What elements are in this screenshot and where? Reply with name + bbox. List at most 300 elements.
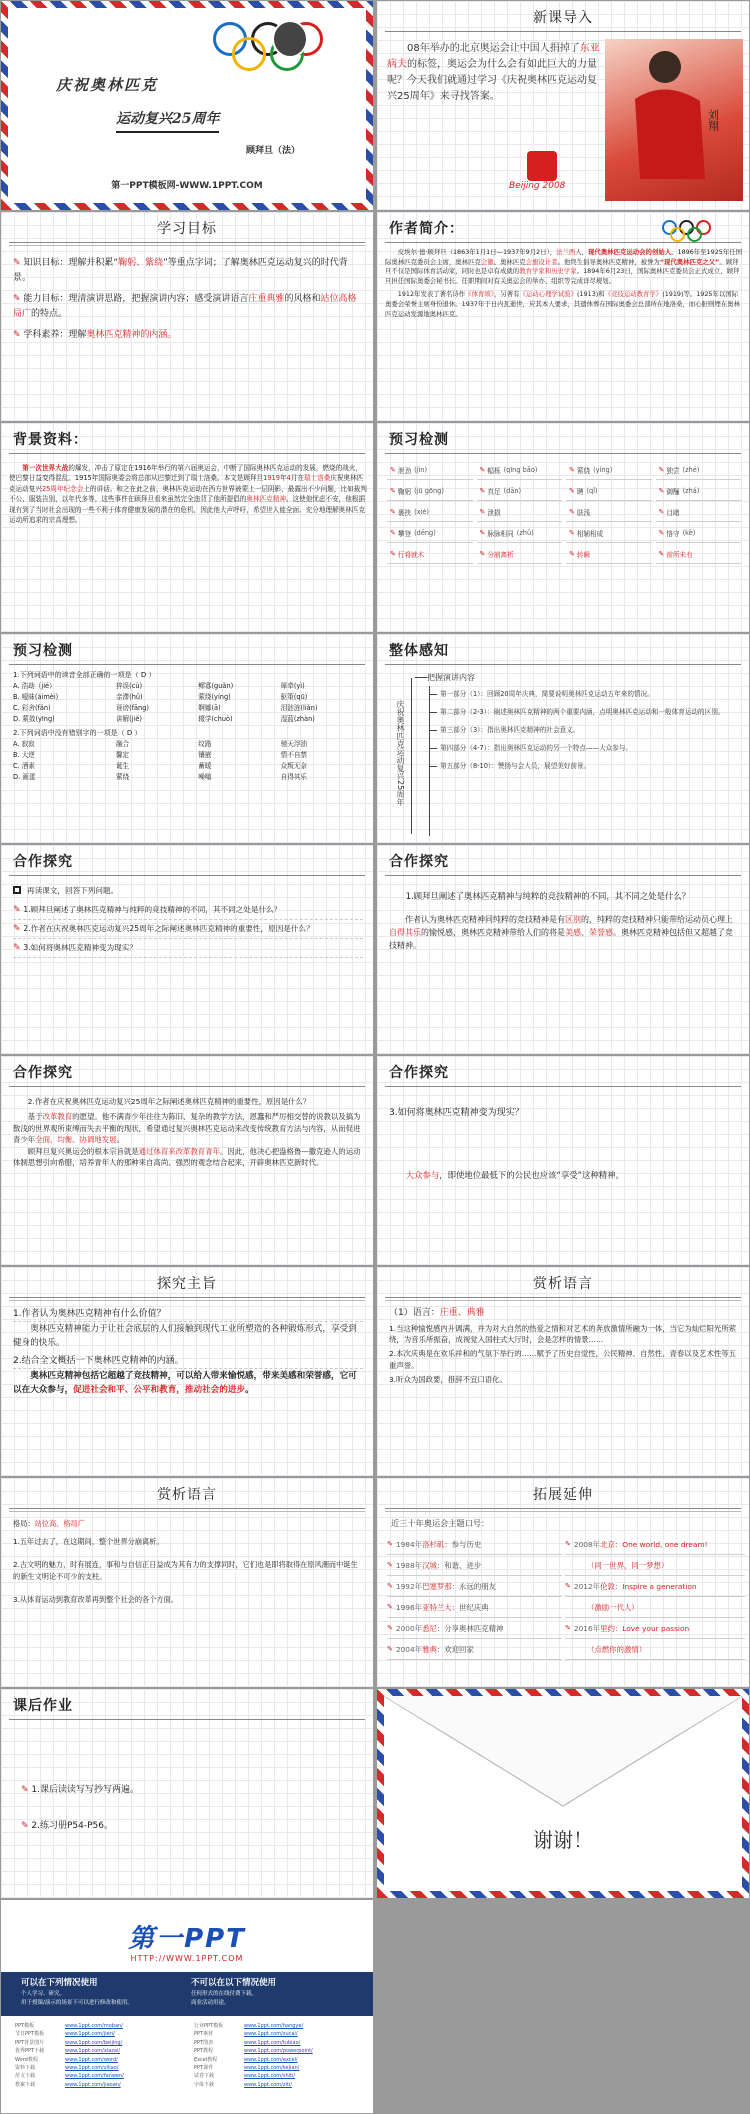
slogan-row [387, 1555, 562, 1576]
pen-icon: ✎ [569, 466, 575, 474]
slide-title-text: 赏析语言 [157, 1487, 217, 1503]
vocab-word: 行将就木 [397, 551, 425, 559]
resource-link[interactable] [15, 2081, 184, 2089]
brand-url: HTTP://WWW.1PPT.COM [130, 1954, 244, 1963]
part-item [429, 744, 743, 753]
resource-link[interactable] [194, 2022, 363, 2030]
link-url[interactable]: www.1ppt.com/moban/ [65, 2023, 123, 2029]
thanks-text: 谢谢！ [533, 1828, 593, 1852]
link-label: 试卷下载 [194, 2073, 215, 2080]
vocab-cell [477, 461, 563, 480]
question-2: 2.下列词语中没有错别字的一项是（ D ） [13, 729, 142, 737]
pen-icon: ✎ [565, 1582, 571, 1590]
option-cell: 驰天浮油 [280, 740, 308, 748]
slogan-row [387, 1534, 562, 1555]
vocab-word: 分崩离析 [487, 551, 514, 559]
slogan-row [565, 1597, 745, 1618]
slide-background [1, 423, 373, 632]
pen-icon: ✎ [390, 550, 396, 558]
vocab-pinyin: (dān) [503, 487, 522, 495]
slide-preview-check-2 [1, 634, 373, 843]
link-label: 行业PPT模板 [194, 2023, 224, 2029]
link-label: Excel教程 [194, 2056, 218, 2063]
link-url[interactable]: www.1ppt.com/hangye/ [244, 2023, 304, 2029]
vocab-cell [477, 482, 563, 501]
vocab-word: 目睹 [666, 509, 680, 517]
slogan-year: 2004年 [395, 1644, 423, 1654]
link-url[interactable]: www.1ppt.com/fanwen/ [65, 2073, 124, 2080]
question-item: ✎ 3.如何将奥林匹克精神变为现实？ [13, 939, 363, 958]
link-label: PPT模板 [15, 2023, 35, 2029]
goal-item: ✎ 知识目标：理解并积累“鞠躬、紫绕”等重点字词；了解奥林匹克运动复兴的时代背景。 [13, 258, 348, 283]
pen-icon: ✎ [565, 1624, 571, 1632]
link-url[interactable]: www.1ppt.com/ziti/ [244, 2081, 292, 2088]
vocab-word: 脉脉相同 [487, 530, 514, 538]
vocab-cell [656, 482, 742, 501]
slogan-text: ：永远的朋友 [451, 1581, 497, 1591]
answer-1: 奥林匹克精神能力于让社会底层的人们接触到现代工业所塑造的各种锻炼形式，享受到健身的快乐。 [13, 1324, 357, 1348]
slogan-text: ：世纪庆典 [451, 1602, 489, 1612]
vocab-word: 萦绕 [576, 467, 591, 475]
olympic-rings-icon [662, 220, 722, 244]
slide-coop-2 [377, 845, 749, 1054]
vocab-cell [387, 524, 473, 543]
option-row [13, 681, 363, 692]
option-cell: 纹路 [198, 740, 212, 748]
option-cell: 泪涟涟(liǎn) [280, 704, 318, 712]
link-label: 节日PPT模板 [15, 2031, 45, 2038]
vocab-word: 鞠躬 [397, 488, 412, 496]
vocab-pinyin: (dēng) [414, 529, 436, 537]
option-cell: 辍学(chuò) [198, 715, 233, 723]
slide-title-text: 预习检测 [13, 643, 73, 659]
option-cell: 萦绕 [115, 773, 130, 781]
pen-icon: ✎ [565, 1540, 571, 1548]
link-label: 范文下载 [15, 2073, 36, 2080]
vocab-pinyin: (kè) [682, 529, 696, 537]
vocab-word: 恪守 [666, 530, 680, 538]
usage-panel [1, 1972, 373, 2016]
author-works: 1912年发表了著名诗作《体育颂》，另著有《运动心理学试验》(1913)和《竞技运动教育学》(1919)等。1925年以国际奥委会荣誉主席身份退休。1937年于日内瓦逝世，应其本人要求，其遗体葬在国际奥委会总部所在地洛桑，而心脏则埋在奥林匹克运动发源地奥林匹克。 [385, 290, 740, 318]
vocab-cell [387, 461, 473, 480]
author-bio: 皮埃尔·德·顾拜旦（1863年1月1日—1937年9月2日），法兰西人，现代奥林匹克运动会的创始人。1896年至1925年任国际奥林匹克委员会主席，奥林匹克会徽、奥林匹克会旗设计者。他终生倡导奥林匹克精神，被誉为“现代奥林匹克之父”。顾拜旦不仅是国际体育活动家，同时也是卓有成就的教育学家和历史学家。1894年6月23日，国际奥林匹克委员会正式成立，顾拜旦担任国际奥委会秘书长。任职期间对有关奥运会的举办、组织等完成详尽规划。 [385, 248, 742, 285]
vocab-cell [566, 461, 652, 480]
slogan-year: 2012年 [573, 1581, 601, 1591]
slide-title-text: 探究主旨 [157, 1276, 217, 1292]
link-label: 优秀PPT下载 [15, 2048, 45, 2055]
slogan-text: ：参与历史 [444, 1539, 482, 1549]
example-item: 3.听众为国政要，措辞不宜口语化。 [389, 1374, 507, 1384]
slide-title-text: 合作探究 [13, 1065, 73, 1081]
option-cell: 湿蓝(zhàn) [280, 715, 315, 723]
pen-icon: ✎ [387, 1540, 393, 1548]
slogan-row [387, 1597, 562, 1618]
link-url[interactable]: www.1ppt.com/sucai/ [244, 2031, 298, 2038]
pen-icon: ✎ [390, 508, 396, 516]
option-row [13, 761, 363, 772]
slide-title-text: 学习目标 [157, 221, 217, 237]
option-row [13, 703, 363, 714]
vocab-cell [566, 524, 652, 543]
pen-icon: ✎ [569, 550, 575, 558]
slogan-text: ：Love your passion [614, 1623, 690, 1633]
slide-homework [1, 1689, 373, 1898]
option-cell: 融合 [115, 740, 130, 748]
envelope-icon [384, 1696, 742, 1891]
resource-link[interactable] [194, 2081, 363, 2089]
vocab-word: 肤浅 [576, 509, 591, 517]
option-cell: 自得其乐 [280, 773, 308, 781]
resource-link[interactable] [194, 2030, 363, 2038]
option-row [13, 772, 363, 783]
vocab-word: 真足 [487, 488, 501, 496]
vocab-cell [656, 545, 742, 564]
pen-icon: ✎ [569, 508, 575, 516]
resource-link[interactable] [15, 2039, 184, 2047]
slogan-text: ：分享奥林匹克精神 [436, 1623, 504, 1633]
vocab-cell [477, 524, 563, 543]
option-cell: 诞生 [115, 762, 130, 770]
homework-item: ✎ 1.课后读读写写抄写两遍。 [21, 1785, 139, 1795]
resource-link[interactable] [15, 2056, 184, 2064]
link-label: 字体下载 [194, 2081, 215, 2088]
pen-icon: ✎ [390, 487, 396, 495]
question-item: ✎ 2.作者在庆祝奥林匹克运动复兴25周年之际阐述奥林匹克精神的重要性，原因是什么？ [13, 920, 363, 939]
answer-text: 大众参与，即使地位最低下的公民也应该“享受”这种精神。 [405, 1170, 624, 1180]
vocab-word: 独尝 [666, 467, 680, 475]
question-text: 2.作者在庆祝奥林匹克运动复兴25周年之际阐述奥林匹克精神的重要性，原因是什么？ [27, 1097, 311, 1106]
pen-icon: ✎ [390, 466, 396, 474]
vocab-cell [656, 524, 742, 543]
resource-link[interactable] [194, 2056, 363, 2064]
vocab-cell [387, 503, 473, 522]
athlete-figure-icon [605, 39, 743, 201]
vocab-pinyin: (yíng) [593, 466, 613, 474]
link-label: PPT素材 [194, 2031, 214, 2038]
option-cell: 镶嵌 [198, 751, 212, 759]
pen-icon: ✎ [658, 466, 665, 474]
vocab-cell [566, 482, 652, 501]
option-cell: 婀娜(ā) [198, 704, 221, 712]
vocab-cell [656, 503, 742, 522]
slide-title-text: 合作探究 [389, 1065, 449, 1081]
link-url[interactable]: www.1ppt.com/jieri/ [65, 2031, 115, 2038]
slide-title-text: 合作探究 [389, 854, 449, 870]
question-1: 1.下列词语中的读音全部正确的一项是（ D ） [13, 671, 156, 679]
option-row [13, 739, 363, 750]
vocab-word: 聘 [576, 488, 584, 496]
slogan-row [387, 1576, 562, 1597]
slogan-city: 洛杉矶 [422, 1539, 445, 1549]
answer-text: 基于改革教育的愿望。他不满青少年往往为陈旧、复杂的教学方法，恩蠢和严厉相交替的说教以及搞为散浅的世界观所束缚而失去平衡的现状，希望通过复兴奥林匹克运动来改变传统教育方法与内容，从而促进青少年全面、均衡、协调地发展。 [13, 1112, 361, 1145]
slogan-city: 北京 [600, 1539, 615, 1549]
slogan-year: 1984年 [395, 1539, 423, 1549]
link-url[interactable]: www.1ppt.com/tubiao/ [244, 2039, 301, 2046]
slogan-year: 1988年 [395, 1560, 423, 1570]
cannot-title: 不可以在以下情况使用 [191, 1978, 277, 1988]
option-cell: B. 嗳昧(àimèi) [13, 693, 59, 701]
link-label: Word教程 [15, 2056, 38, 2063]
slide-ad [1, 1900, 373, 2113]
vocab-cell [477, 503, 563, 522]
can-title: 可以在下列情况使用 [21, 1978, 98, 1988]
slogan-row [565, 1555, 745, 1576]
option-cell: D. 画蛋 [13, 773, 36, 781]
slogan-text: ：欢迎回家 [436, 1644, 474, 1654]
option-cell: 亲滞(hǔ) [115, 693, 143, 701]
author: 顾拜旦（法） [246, 146, 301, 156]
vocab-word: 泄劲 [397, 467, 412, 475]
slogan-city: （激励一代人） [587, 1602, 639, 1612]
slide-coop-1 [1, 845, 373, 1054]
vocab-word: 前所未有 [666, 551, 693, 559]
link-url[interactable]: www.1ppt.com/powerpoint/ [244, 2048, 313, 2055]
question-item: ✎ 1.顾拜旦阐述了奥林匹克精神与纯粹的竞技精神的不同，其不同之处是什么？ [13, 901, 363, 920]
vocab-pinyin: (jìn) [414, 466, 428, 474]
vocab-cell [566, 503, 652, 522]
option-row [13, 692, 363, 703]
slogan-row [565, 1618, 745, 1639]
slogan-head: 近三十年奥运会主题口号： [391, 1518, 490, 1528]
question-text: 3.如何将奥林匹克精神变为现实？ [389, 1108, 524, 1118]
cannot-item: 任何形式的在线付费下载。 [191, 1991, 258, 1997]
vocab-word: 幅栎 [487, 467, 501, 475]
pen-icon: ✎ [658, 508, 665, 516]
link-url[interactable]: www.1ppt.com/word/ [65, 2056, 118, 2063]
pen-icon: ✎ [387, 1624, 393, 1632]
link-label: PPT图表 [194, 2039, 214, 2046]
slide-title-text: 背景资料： [13, 432, 88, 448]
slide-overall [377, 634, 749, 843]
option-cell: 众叛无奈 [280, 762, 308, 770]
square-bullet-icon [13, 886, 21, 894]
resource-link[interactable] [15, 2064, 184, 2072]
part-text: 第二部分（2-3）：阐述奥林匹克精神的两个重要内涵，点明奥林匹克运动和一般体育运动的区别。 [440, 708, 725, 716]
slide-intro [377, 1, 749, 210]
resource-link[interactable] [194, 2039, 363, 2047]
slide-thanks [377, 1689, 749, 1898]
slogan-text: ：One world, one dream! [614, 1539, 708, 1549]
resource-link[interactable] [15, 2030, 184, 2038]
vocab-pinyin: (xié) [414, 508, 429, 516]
pen-icon: ✎ [13, 258, 24, 268]
link-url[interactable]: www.1ppt.com/shiti/ [244, 2073, 296, 2080]
vocab-pinyin: (zhé) [682, 466, 700, 474]
link-url[interactable]: www.1ppt.com/kejian/ [244, 2065, 300, 2072]
slide-extension [377, 1478, 749, 1687]
slogan-row [387, 1639, 562, 1660]
title-line-1: 庆祝奥林匹克 [56, 76, 159, 94]
can-item: 用于授课/演示的场景下可以进行修改和使用。 [21, 2000, 133, 2006]
pen-icon: ✎ [387, 1645, 393, 1653]
option-cell: D. 萦敛(yīng) [13, 715, 55, 723]
pen-icon: ✎ [13, 294, 24, 304]
slogan-city: 里约 [600, 1623, 615, 1633]
vocab-word: 裹挟 [397, 509, 412, 517]
option-cell: A. 浩劫（jié） [13, 682, 56, 690]
vocab-word: 相辅相成 [576, 530, 604, 538]
vocab-word: 转瞬 [576, 551, 591, 559]
slogan-city: （同一世界，同一梦想） [587, 1560, 669, 1570]
beijing-logo-text: Beijing 2008 [509, 181, 566, 191]
pen-icon: ✎ [658, 487, 665, 495]
vocab-pinyin: (qīng bǎo) [503, 466, 538, 474]
pen-icon: ✎ [13, 330, 24, 340]
pen-icon: ✎ [387, 1603, 393, 1611]
pen-icon: ✎ [390, 529, 396, 537]
resource-link[interactable] [194, 2064, 363, 2072]
option-cell: 噪嗡 [198, 773, 212, 781]
slide-title-text: 新课导入 [533, 10, 593, 26]
slide-language-2 [1, 1478, 373, 1687]
language-tag: 格局：站位高、格局广 [13, 1519, 85, 1528]
option-cell: 情不自禁 [280, 751, 308, 759]
link-url[interactable]: www.1ppt.com/xiazai/ [65, 2048, 121, 2055]
lead-text: 再读课文，回答下列问题。 [13, 885, 363, 897]
slide-coop-3 [1, 1056, 373, 1265]
option-cell: 驱策(qū) [280, 693, 308, 701]
question-1: 1.作者认为奥林匹克精神有什么价值？ [13, 1307, 363, 1322]
vocab-word: 攀登 [397, 530, 412, 538]
link-label: PPT背景图片 [15, 2039, 45, 2046]
slogan-row [565, 1576, 745, 1597]
option-cell: 讲解(jiě) [115, 715, 142, 723]
part-text: 第四部分（4-7）：指出奥林匹克运动的另一个特点——大众参与。 [440, 744, 633, 752]
option-cell: A. 寂寂 [13, 740, 35, 748]
slide-title [1, 1, 373, 210]
link-url[interactable]: www.1ppt.com/beijing/ [65, 2039, 123, 2046]
slide-title-text: 整体感知 [389, 643, 449, 659]
question-text: 1.顾拜旦阐述了奥林匹克精神与纯粹的竞技精神的不同，其不同之处是什么？ [405, 891, 691, 901]
slide-theme [1, 1267, 373, 1476]
goal-item: ✎ 学科素养：理解奥林匹克精神的内涵。 [13, 330, 177, 340]
option-cell: B. 大逆 [13, 751, 35, 759]
link-url[interactable]: www.1ppt.com/excel/ [244, 2056, 298, 2063]
part-text: 第一部分（1）：回顾20周年庆典，简要说明奥林匹克运动五年来的情况。 [440, 690, 654, 698]
slogan-city: 雅典 [422, 1644, 437, 1654]
slogan-year: 2000年 [395, 1623, 423, 1633]
link-label: PPT课件 [194, 2065, 214, 2072]
link-url[interactable]: www.1ppt.com/jiaoan/ [65, 2081, 121, 2088]
option-cell: 猝误(cù) [115, 682, 143, 690]
center-title: 庆祝奥林匹克运动复兴25周年 [396, 700, 405, 807]
slogan-row [565, 1639, 745, 1660]
pen-icon: ✎ [479, 550, 486, 558]
vocab-pinyin: (qǐ) [586, 487, 598, 495]
resource-link[interactable] [194, 2072, 363, 2080]
example-item: 3.从体育运动到教育改革再到整个社会的各个方面。 [13, 1595, 178, 1605]
example-item: 1.当这种愉悦感内升调满，并为对大自然的热爱之情和对艺术的奔放激情所融为一体，当它为灿烂阳光所萦绕，为音乐所振奋，成视觉入国柱式大厅时，会是怎样的情景…… [389, 1323, 737, 1345]
vocab-cell [656, 461, 742, 480]
answer-text-2: 顾拜旦复兴奥运会的根本宗旨就是通过体育来改革教育青年。因此，他决心把盎格鲁—撒克逊人的运动体制思想引向希腊，培养青年人的那种来自高尚、强烈的观念结合起来，开辟奥林匹克新时代。 [13, 1146, 361, 1168]
option-cell: 诬谤(fāng) [115, 704, 149, 712]
resource-link[interactable] [194, 2047, 363, 2055]
pen-icon: ✎ [569, 487, 575, 495]
slide-title-text: 合作探究 [13, 854, 73, 870]
option-cell: 鳏寡(guǎn) [198, 682, 234, 690]
goal-item: ✎ 能力目标：理清演讲思路，把握演讲内容；感受演讲语言庄重典雅的风格和站位高格局广的特点。 [13, 294, 357, 319]
example-item: 2.本次庆典是在欢乐祥和的气氛下举行的……赋予了历史自觉性，公民精神、自然性、青春以及艺术性等五重声誉。 [389, 1349, 737, 1370]
pen-icon: ✎ [387, 1561, 393, 1569]
background-text: 第一次世界大战的爆发，冲击了原定在1916年举行的第六届奥运会，中断了国际奥林匹克运动的发展，燃烧的战火，使巴黎日益变得混乱。1915年国际奥委会将总部从巴黎迁到了瑞士洛桑。本文是顾拜旦1919年4月在瑞士洛桑庆祝奥林匹克运动复兴25周年纪念会上的讲话。和之在此之前，奥林匹克运动在西方世界被蒙上一层阴影，最露出不少问题，比如裁判不公、服装告别，以年代多等，这些事件在顾拜旦看来虽然完全违背了他所提倡的奥林匹克精神。这使他忧虑不安，他根据现有到了当时社会出现的一些不利于体育健康发展的潜在的危机，因此他大声呼吁，希望世人能全面、充分地理解奥林匹克运动所追求的宗高理想。 [9, 464, 367, 525]
brand-logo: 第一PPT [128, 1924, 246, 1954]
slide-title-text: 赏析语言 [533, 1276, 593, 1292]
option-cell: C. 彩舍(fǎn) [13, 704, 51, 712]
slide-title-text: 作者简介： [389, 221, 464, 237]
vocab-cell [387, 545, 473, 564]
pen-icon: ✎ [479, 487, 486, 495]
svg-text:刘翔: 刘翔 [706, 109, 720, 131]
slogan-city: 汉城 [422, 1560, 437, 1570]
vocab-word: 泄损 [487, 509, 501, 517]
option-cell: C. 酒素 [13, 762, 35, 770]
slogan-city: 伦敦 [600, 1581, 615, 1591]
option-row [13, 750, 363, 761]
option-cell: 馨定 [115, 751, 130, 759]
pen-icon: ✎ [658, 550, 665, 558]
option-cell: 犀牵(yì) [280, 682, 305, 690]
slogan-year: 2008年 [573, 1539, 601, 1549]
slogan-text: ：和谐、进步 [436, 1560, 482, 1570]
athlete-photo [605, 39, 743, 201]
part-text: 第三部分（3）：指出奥林匹克精神的社会意义。 [440, 726, 580, 734]
slogan-year: 1996年 [395, 1602, 423, 1612]
portrait-photo [272, 20, 308, 58]
resource-link[interactable] [15, 2047, 184, 2055]
answer-2: 奥林匹克精神包括它超越了竞技精神，可以给人带来愉悦感，带来美感和荣誉感，它可以在大众参与，促进社会和平、公平和教育，推动社会的进步。 [13, 1371, 357, 1395]
slide-author [377, 212, 749, 421]
language-tag: （1）语言：庄重、典雅 [389, 1308, 485, 1318]
slide-goals [1, 212, 373, 421]
link-label: 教案下载 [15, 2081, 36, 2088]
example-item: 2.古文明的魅力，时有展连，事和与自信正日益成为其有力的支撑同时，它们也是即将取得在原风潮而中诞生的新生文明论不可少的支柱。 [13, 1560, 358, 1581]
content-head: 把握演讲内容 [415, 672, 475, 683]
option-cell: 萦绕(yíng) [198, 693, 231, 701]
intro-text: 08年举办的北京奥运会让中国人捐掉了东亚病夫的标签，奥运会为什么会有如此巨大的力量呢？今天我们就通过学习《庆祝奥林匹克运动复兴25周年》来寻找答案。 [387, 43, 600, 102]
cannot-item: 商业活动用途。 [191, 2000, 230, 2006]
resource-link[interactable] [15, 2022, 184, 2030]
slide-title-text: 预习检测 [389, 432, 449, 448]
answer-text: 作者认为奥林匹克精神同纯粹的竞技精神是有区别的，纯粹的竞技精神只能带给运动员心理上自得其乐的愉悦感，奥林匹克精神带给人们的将是美感、荣誉感。奥林匹克精神包括但又超越了竞技精神。 [389, 915, 733, 950]
option-row [13, 714, 363, 725]
question-2: 2.结合全文概括一下奥林匹克精神的内涵。 [13, 1354, 363, 1369]
slide-preview-check-1 [377, 423, 749, 632]
pen-icon: ✎ [479, 508, 486, 516]
title-line-2: 运动复兴25周年 [116, 108, 219, 133]
slogan-row [387, 1618, 562, 1639]
link-url[interactable]: www.1ppt.com/ziliao/ [65, 2065, 119, 2072]
slogan-year: 2016年 [573, 1623, 601, 1633]
resource-link[interactable] [15, 2072, 184, 2080]
option-cell: 蓄暖 [198, 762, 212, 770]
can-item: 个人学习、研究。 [21, 1991, 66, 1997]
slogan-city: 亚特兰大 [422, 1602, 452, 1612]
slide-coop-4 [377, 1056, 749, 1265]
example-item: 1.五年过去了，在这期间，整个世界分崩离析。 [13, 1536, 164, 1546]
vocab-cell [387, 482, 473, 501]
pen-icon: ✎ [479, 529, 486, 537]
slide-title-text: 课后作业 [13, 1698, 73, 1714]
beijing-logo-icon [527, 151, 557, 181]
part-text: 第五部分（8-10）：赞扬与会人员，展望美好前景。 [440, 762, 591, 770]
vocab-word: 御酾 [666, 488, 680, 496]
vocab-cell [477, 545, 563, 564]
slogan-city: 巴塞罗那 [422, 1581, 452, 1591]
pen-icon: ✎ [387, 1582, 393, 1590]
vocab-pinyin: (jū gōng) [414, 487, 444, 495]
slogan-city: 悉尼 [422, 1623, 437, 1633]
vocab-pinyin: (zhǔ) [516, 529, 534, 537]
